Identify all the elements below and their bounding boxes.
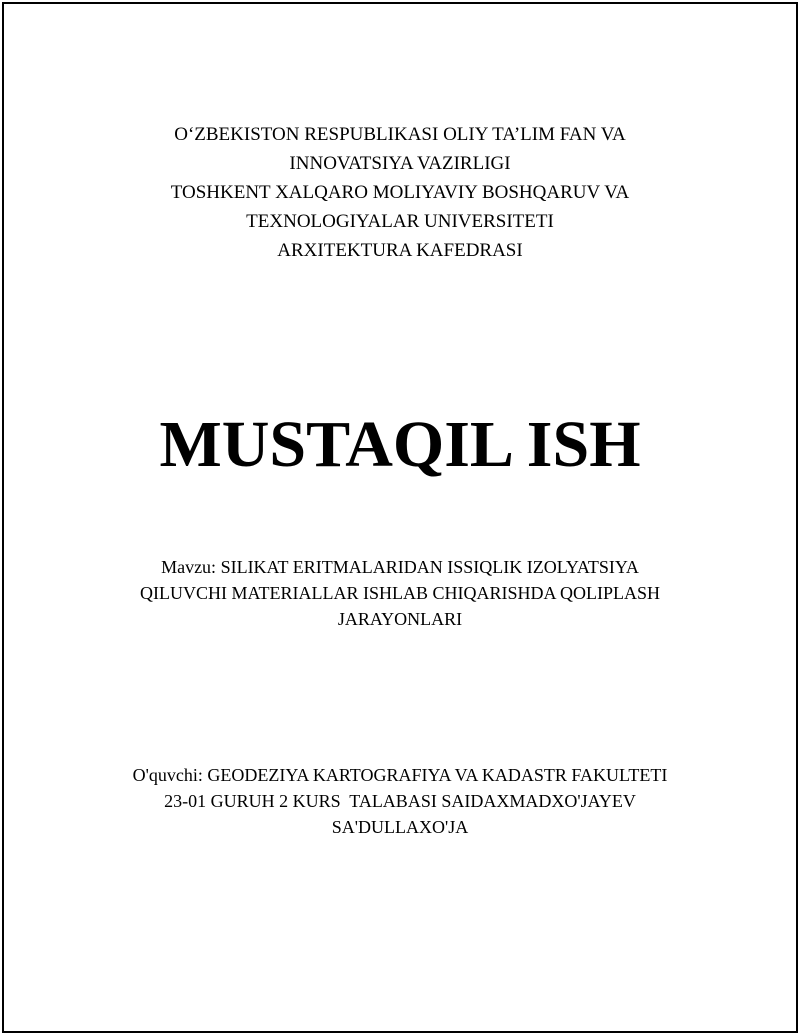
student-line: O'quvchi: GEODEZIYA KARTOGRAFIYA VA KADASTR FAKULTETI [132, 765, 668, 785]
document-title: MUSTAQIL ISH [159, 408, 641, 481]
topic-section [0, 554, 800, 632]
header-line: O‘ZBEKISTON RESPUBLIKASI OLIY TA’LIM FAN VA [174, 124, 626, 145]
student-section [0, 762, 800, 840]
header-line: INNOVATSIYA VAZIRLIGI [289, 153, 511, 174]
header-line: TOSHKENT XALQARO MOLIYAVIY BOSHQARUV VA [170, 182, 630, 203]
topic-line: JARAYONLARI [337, 609, 463, 629]
topic-line: QILUVCHI MATERIALLAR ISHLAB CHIQARISHDA QOLIPLASH [140, 583, 660, 603]
header-line: TEXNOLOGIYALAR UNIVERSITETI [246, 211, 554, 232]
institution-header [0, 120, 800, 265]
topic-line: Mavzu: SILIKAT ERITMALARIDAN ISSIQLIK IZOLYATSIYA [161, 557, 639, 577]
header-line: ARXITEKTURA KAFEDRASI [277, 240, 523, 261]
student-line: SA'DULLAXO'JA [331, 817, 469, 837]
student-line: 23-01 GURUH 2 KURS TALABASI SAIDAXMADXO'JAYEV [164, 791, 636, 811]
